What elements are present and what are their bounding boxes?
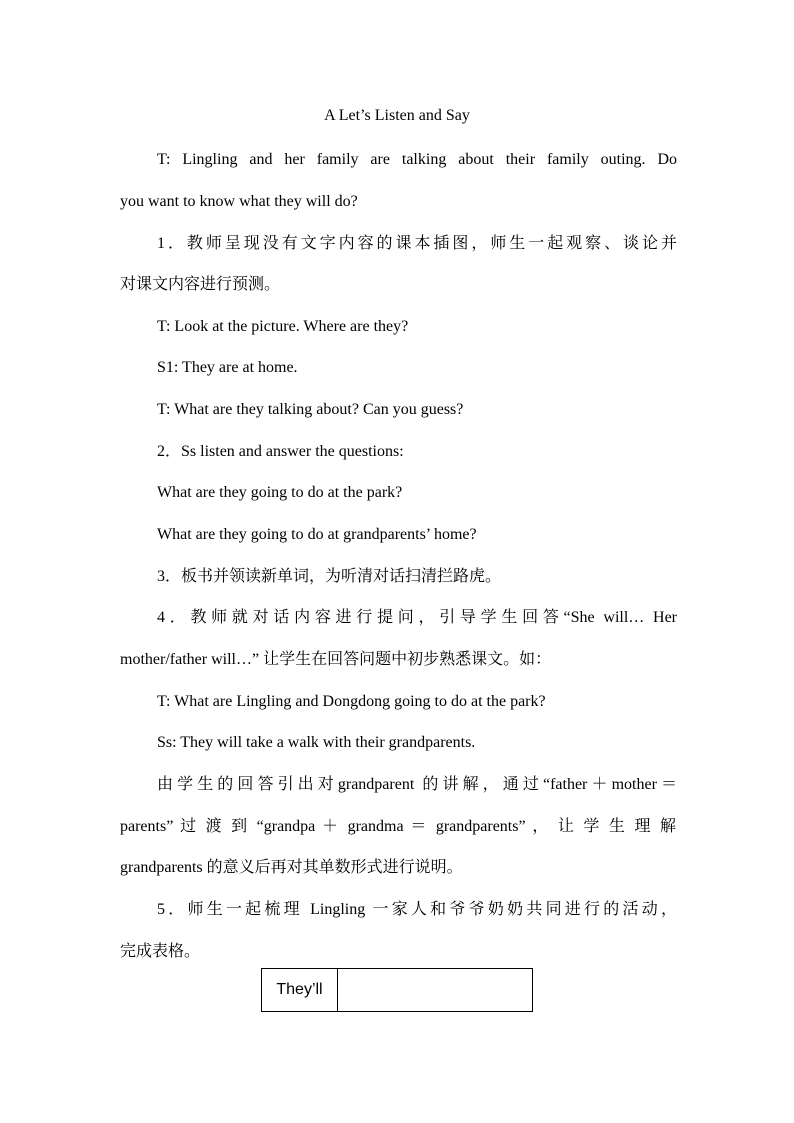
paragraph-line: What are they going to do at grandparents’ home? — [157, 526, 477, 543]
paragraph-line: T: Look at the picture. Where are they? — [157, 318, 409, 335]
paragraph-line: 1．教师呈现没有文字内容的课本插图，师生一起观察、谈论并 — [157, 235, 677, 252]
paragraph-line: parents” 过 渡 到 “grandpa ＋ grandma ＝ grandparents” ， 让 学 生 理 解 — [120, 818, 676, 835]
table-value-cell — [338, 969, 532, 1011]
paragraph-line: T: Lingling and her family are talking about their family outing. Do — [157, 151, 677, 168]
paragraph-line: 4．教师就对话内容进行提问，引导学生回答“She will… Her — [157, 609, 677, 626]
paragraph-line: 5．师生一起梳理 Lingling 一家人和爷爷奶奶共同进行的活动， — [157, 901, 677, 918]
paragraph-line: T: What are they talking about? Can you guess? — [157, 401, 464, 418]
page-title: A Let’s Listen and Say — [324, 107, 470, 124]
paragraph-line: T: What are Lingling and Dongdong going to do at the park? — [157, 693, 546, 710]
activity-table — [261, 968, 533, 1012]
paragraph-line: Ss: They will take a walk with their grandparents. — [157, 734, 476, 751]
paragraph-line: grandparents 的意义后再对其单数形式进行说明。 — [120, 859, 463, 876]
paragraph-line: 对课文内容进行预测。 — [120, 276, 281, 293]
paragraph-line: you want to know what they will do? — [120, 193, 358, 210]
paragraph-line: 由学生的回答引出对grandparent 的讲解，通过“father＋mother＝ — [157, 776, 677, 793]
paragraph-line: What are they going to do at the park? — [157, 484, 403, 501]
table-label-cell: They’ll — [262, 969, 338, 1011]
paragraph-line: 3．板书并领读新单词，为听清对话扫清拦路虎。 — [157, 568, 502, 585]
paragraph-line: 完成表格。 — [120, 943, 201, 960]
paragraph-line: mother/father will…” 让学生在回答问题中初步熟悉课文。如： — [120, 651, 552, 668]
paragraph-line: S1: They are at home. — [157, 359, 298, 376]
paragraph-line: 2．Ss listen and answer the questions: — [157, 443, 404, 460]
